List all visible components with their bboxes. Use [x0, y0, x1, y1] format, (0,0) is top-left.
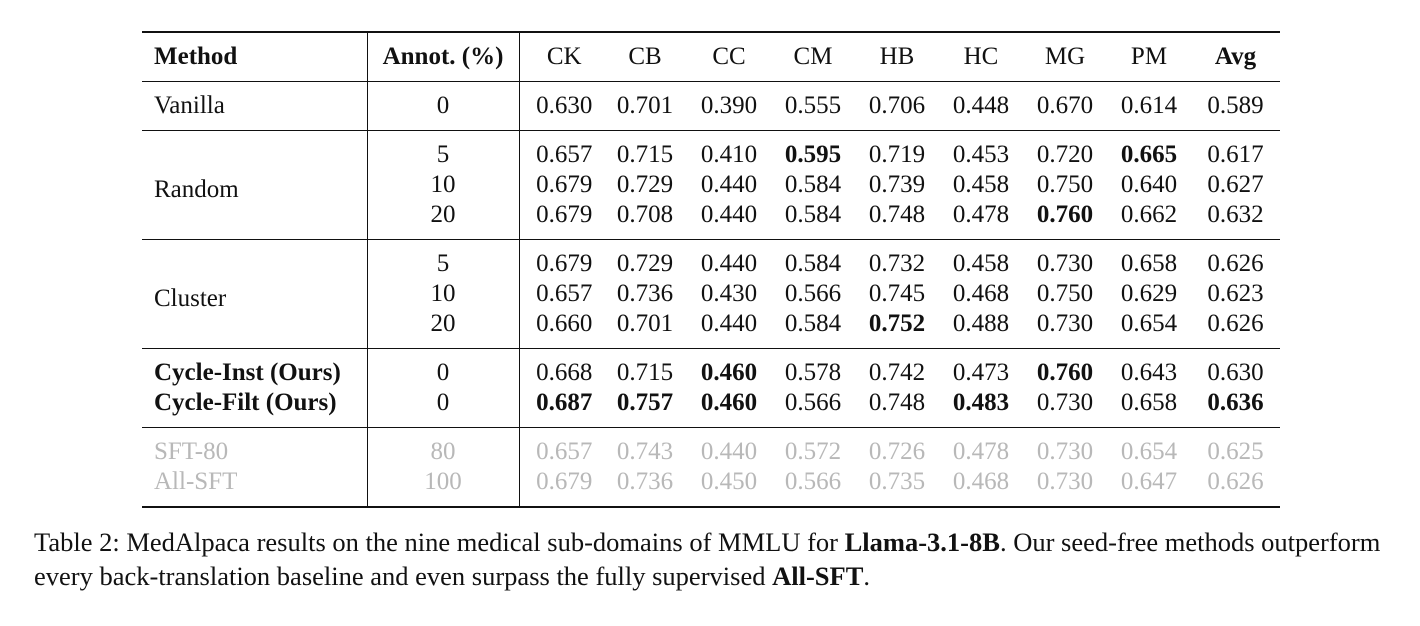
value-cell: 0.614	[1120, 92, 1178, 119]
annot-cell: 0	[367, 82, 519, 131]
value-cell: 0.555	[784, 92, 842, 119]
table-row	[142, 388, 1280, 428]
caption-middle: . Our seed-free methods outperform every back-translation baseline and even surpass the fully supervised	[34, 527, 1381, 591]
value-cell: 0.468	[952, 468, 1010, 495]
value-cell-best: 0.483	[952, 389, 1010, 416]
value-cell: 0.745	[868, 280, 926, 307]
value-cell: 0.440	[700, 250, 758, 277]
value-cell: 0.730	[1036, 438, 1094, 465]
value-cell: 0.448	[952, 92, 1010, 119]
value-cell-best: 0.460	[700, 389, 758, 416]
value-cell: 0.566	[784, 389, 842, 416]
value-cell: 0.468	[952, 280, 1010, 307]
table-row	[142, 349, 1280, 389]
value-cell: 0.730	[1036, 389, 1094, 416]
value-cell: 0.715	[616, 359, 674, 386]
value-cell: 0.719	[868, 141, 926, 168]
value-cell-best: 0.760	[1036, 359, 1094, 386]
value-cell: 0.584	[784, 171, 842, 198]
caption-prefix: Table 2: MedAlpaca results on the nine medical sub-domains of MMLU for	[34, 527, 845, 557]
method-cycle-filt: Cycle-Filt (Ours)	[154, 389, 337, 416]
value-cell: 0.430	[700, 280, 758, 307]
value-cell: 0.708	[616, 201, 674, 228]
annot-cell: 10	[367, 170, 519, 200]
value-cell: 0.660	[536, 310, 593, 337]
value-cell: 0.584	[784, 201, 842, 228]
value-cell: 0.730	[1036, 310, 1094, 337]
header-cb: CB	[628, 43, 662, 70]
value-cell: 0.440	[700, 310, 758, 337]
value-cell: 0.748	[868, 389, 926, 416]
value-cell: 0.715	[616, 141, 674, 168]
value-cell: 0.679	[536, 171, 593, 198]
caption-model: Llama-3.1-8B	[844, 527, 1000, 557]
value-cell: 0.739	[868, 171, 926, 198]
value-cell: 0.750	[1036, 280, 1094, 307]
value-cell: 0.735	[868, 468, 926, 495]
header-method: Method	[154, 43, 238, 70]
table-row	[142, 131, 1280, 171]
value-cell: 0.410	[700, 141, 758, 168]
value-cell: 0.589	[1207, 92, 1264, 119]
value-cell: 0.640	[1120, 171, 1178, 198]
header-pm: PM	[1130, 43, 1168, 70]
value-cell: 0.625	[1207, 438, 1264, 465]
value-cell: 0.657	[536, 438, 593, 465]
method-all-sft: All-SFT	[154, 468, 238, 495]
value-cell: 0.453	[952, 141, 1010, 168]
value-cell: 0.584	[784, 250, 842, 277]
value-cell: 0.726	[868, 438, 926, 465]
value-cell-best: 0.665	[1120, 141, 1178, 168]
value-cell-best: 0.752	[868, 310, 926, 337]
header-annot: Annot. (%)	[367, 32, 519, 82]
value-cell: 0.730	[1036, 468, 1094, 495]
value-cell: 0.440	[700, 171, 758, 198]
results-table	[142, 31, 1280, 508]
value-cell: 0.658	[1120, 250, 1178, 277]
caption-suffix: .	[863, 561, 871, 591]
value-cell: 0.668	[536, 359, 593, 386]
value-cell: 0.657	[536, 280, 593, 307]
value-cell: 0.626	[1207, 310, 1264, 337]
method-vanilla: Vanilla	[154, 92, 225, 119]
value-cell: 0.390	[700, 92, 758, 119]
value-cell: 0.732	[868, 250, 926, 277]
value-cell: 0.488	[952, 310, 1010, 337]
header-cm: CM	[793, 43, 833, 70]
header-hc: HC	[963, 43, 999, 70]
header-mg: MG	[1044, 43, 1086, 70]
table-row	[142, 82, 1280, 131]
value-cell: 0.736	[616, 468, 674, 495]
value-cell: 0.626	[1207, 468, 1264, 495]
table-row	[142, 428, 1280, 468]
value-cell: 0.662	[1120, 201, 1178, 228]
header-avg: Avg	[1214, 43, 1257, 70]
value-cell: 0.584	[784, 310, 842, 337]
table-row	[142, 467, 1280, 507]
value-cell: 0.623	[1207, 280, 1264, 307]
value-cell: 0.458	[952, 171, 1010, 198]
value-cell: 0.730	[1036, 250, 1094, 277]
value-cell: 0.440	[700, 438, 758, 465]
value-cell: 0.679	[536, 250, 593, 277]
method-cycle-inst: Cycle-Inst (Ours)	[154, 359, 341, 386]
annot-cell: 10	[367, 279, 519, 309]
value-cell: 0.478	[952, 201, 1010, 228]
value-cell: 0.450	[700, 468, 758, 495]
value-cell: 0.748	[868, 201, 926, 228]
annot-cell: 0	[367, 388, 519, 428]
value-cell: 0.720	[1036, 141, 1094, 168]
table-row	[142, 240, 1280, 280]
value-cell: 0.617	[1207, 141, 1264, 168]
value-cell: 0.473	[952, 359, 1010, 386]
value-cell: 0.578	[784, 359, 842, 386]
value-cell: 0.657	[536, 141, 593, 168]
caption-baseline: All-SFT	[772, 561, 864, 591]
annot-cell: 100	[367, 467, 519, 507]
value-cell: 0.750	[1036, 171, 1094, 198]
value-cell: 0.729	[616, 250, 674, 277]
value-cell-best: 0.460	[700, 359, 758, 386]
value-cell: 0.629	[1120, 280, 1178, 307]
value-cell: 0.566	[784, 280, 842, 307]
annot-cell: 5	[367, 131, 519, 171]
value-cell-best: 0.757	[616, 389, 674, 416]
value-cell: 0.706	[868, 92, 926, 119]
header-hb: HB	[879, 43, 915, 70]
annot-cell: 0	[367, 349, 519, 389]
results-table-container	[142, 31, 1280, 508]
value-cell: 0.632	[1207, 201, 1264, 228]
header-row	[142, 32, 1280, 82]
value-cell: 0.630	[536, 92, 593, 119]
value-cell: 0.701	[616, 310, 674, 337]
value-cell: 0.566	[784, 468, 842, 495]
value-cell-best: 0.760	[1036, 201, 1094, 228]
header-cc: CC	[712, 43, 746, 70]
value-cell-best: 0.636	[1207, 389, 1264, 416]
value-cell: 0.679	[536, 468, 593, 495]
header-ck: CK	[546, 43, 582, 70]
value-cell: 0.736	[616, 280, 674, 307]
value-cell: 0.647	[1120, 468, 1178, 495]
value-cell: 0.572	[784, 438, 842, 465]
annot-cell: 80	[367, 428, 519, 468]
value-cell: 0.742	[868, 359, 926, 386]
annot-cell: 20	[367, 309, 519, 349]
value-cell-best: 0.595	[784, 141, 842, 168]
value-cell: 0.743	[616, 438, 674, 465]
value-cell: 0.654	[1120, 310, 1178, 337]
value-cell: 0.670	[1036, 92, 1094, 119]
value-cell: 0.643	[1120, 359, 1178, 386]
value-cell: 0.630	[1207, 359, 1264, 386]
value-cell: 0.478	[952, 438, 1010, 465]
method-sft-80: SFT-80	[154, 438, 229, 465]
value-cell: 0.440	[700, 201, 758, 228]
annot-cell: 20	[367, 200, 519, 240]
value-cell: 0.658	[1120, 389, 1178, 416]
value-cell: 0.626	[1207, 250, 1264, 277]
method-random: Random	[154, 175, 239, 203]
annot-cell: 5	[367, 240, 519, 280]
value-cell-best: 0.687	[536, 389, 593, 416]
method-cluster: Cluster	[154, 284, 227, 312]
table-caption	[34, 525, 1394, 593]
value-cell: 0.729	[616, 171, 674, 198]
value-cell: 0.701	[616, 92, 674, 119]
value-cell: 0.627	[1207, 171, 1264, 198]
value-cell: 0.654	[1120, 438, 1178, 465]
value-cell: 0.458	[952, 250, 1010, 277]
value-cell: 0.679	[536, 201, 593, 228]
